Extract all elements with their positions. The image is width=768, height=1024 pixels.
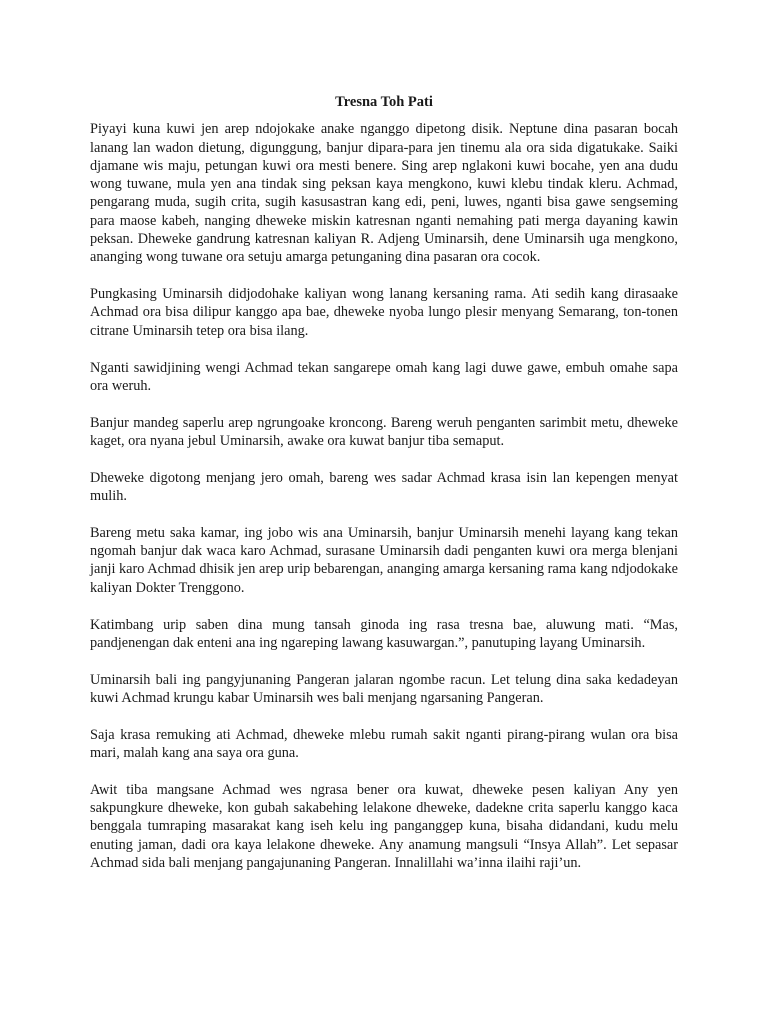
paragraph: Piyayi kuna kuwi jen arep ndojokake anake nganggo dipetong disik. Neptune dina pasaran bocah lanang lan wadon dietung, digunggung, banjur dipara-para jen tinemu ala ora sida digatukake. Saiki djamane wis maju, petungan kuwi ora mesti benere. Sing arep nglakoni kuwi bocahe, yen ana dudu wong tuwane, mula yen ana tindak sing peksan kaya mengkono, kuwi klebu tindak kleru. Achmad, pengarang muda, sugih crita, sugih kasusastran kang edi, peni, luwes, nganti bisa gawe sengseming para maose kabeh, nanging dheweke miskin katresnan nganti nemahing pati merga dayaning kawin peksan. Dheweke gandrung katresnan kaliyan R. Adjeng Uminarsih, dene Uminarsih uga mengkono, ananging wong tuwane ora setuju amarga petunganing dina pasaran ora cocok. [90, 121, 678, 266]
paragraph: Pungkasing Uminarsih didjodohake kaliyan wong lanang kersaning rama. Ati sedih kang dirasaake Achmad ora bisa dilipur kanggo apa bae, dheweke nyoba lungo plesir menyang Semarang, ton-tonen citrane Uminarsih tetep ora bisa ilang. [90, 286, 678, 339]
paragraph: Nganti sawidjining wengi Achmad tekan sangarepe omah kang lagi duwe gawe, embuh omahe sapa ora weruh. [90, 359, 678, 394]
paragraph: Saja krasa remuking ati Achmad, dheweke mlebu rumah sakit nganti pirang-pirang wulan ora bisa mari, malah kang ana saya ora guna. [90, 726, 678, 762]
paragraph: Awit tiba mangsane Achmad wes ngrasa bener ora kuwat, dheweke pesen kaliyan Any yen sakpungkure dheweke, kon gubah sakabehing lelakone dheweke, dadekne crita saperlu kanggo kaca benggala tumraping masarakat kang iseh kelu ing panganggep kuna, bisaha didandani, kudu melu enuting jaman, dadi ora kaya lelakone dheweke. Any anamung mangsuli “Insya Allah”. Let sepasar Achmad sida bali menjang pangajunaning Pangeran. Innalillahi wa’inna ilaihi raji’un. [90, 781, 678, 871]
paragraph: Uminarsih bali ing pangyjunaning Pangeran jalaran ngombe racun. Let telung dina saka kedadeyan kuwi Achmad krungu kabar Uminarsih wes bali menjang ngarsaning Pangeran. [90, 671, 678, 706]
paragraph: Dheweke digotong menjang jero omah, bareng wes sadar Achmad krasa isin lan kepengen menyat mulih. [90, 469, 678, 505]
document-title: Tresna Toh Pati [335, 94, 433, 110]
paragraph: Bareng metu saka kamar, ing jobo wis ana Uminarsih, banjur Uminarsih menehi layang kang tekan ngomah banjur dak waca karo Achmad, surasane Uminarsih dadi penganten kuwi ora merga blenjani janji karo Achmad dhisik jen arep urip bebarengan, ananging amarga kersaning rama kang ndjodokake kaliyan Dokter Trenggono. [90, 524, 678, 596]
paragraph: Banjur mandeg saperlu arep ngrungoake kroncong. Bareng weruh penganten sarimbit metu, dheweke kaget, ora nyana jebul Uminarsih, awake ora kuwat banjur tiba semaput. [90, 414, 678, 449]
document-page [90, 93, 678, 872]
paragraph: Katimbang urip saben dina mung tansah ginoda ing rasa tresna bae, aluwung mati. “Mas, pandjenengan dak enteni ana ing ngareping lawang kasuwargan.”, panutuping layang Uminarsih. [90, 616, 678, 651]
